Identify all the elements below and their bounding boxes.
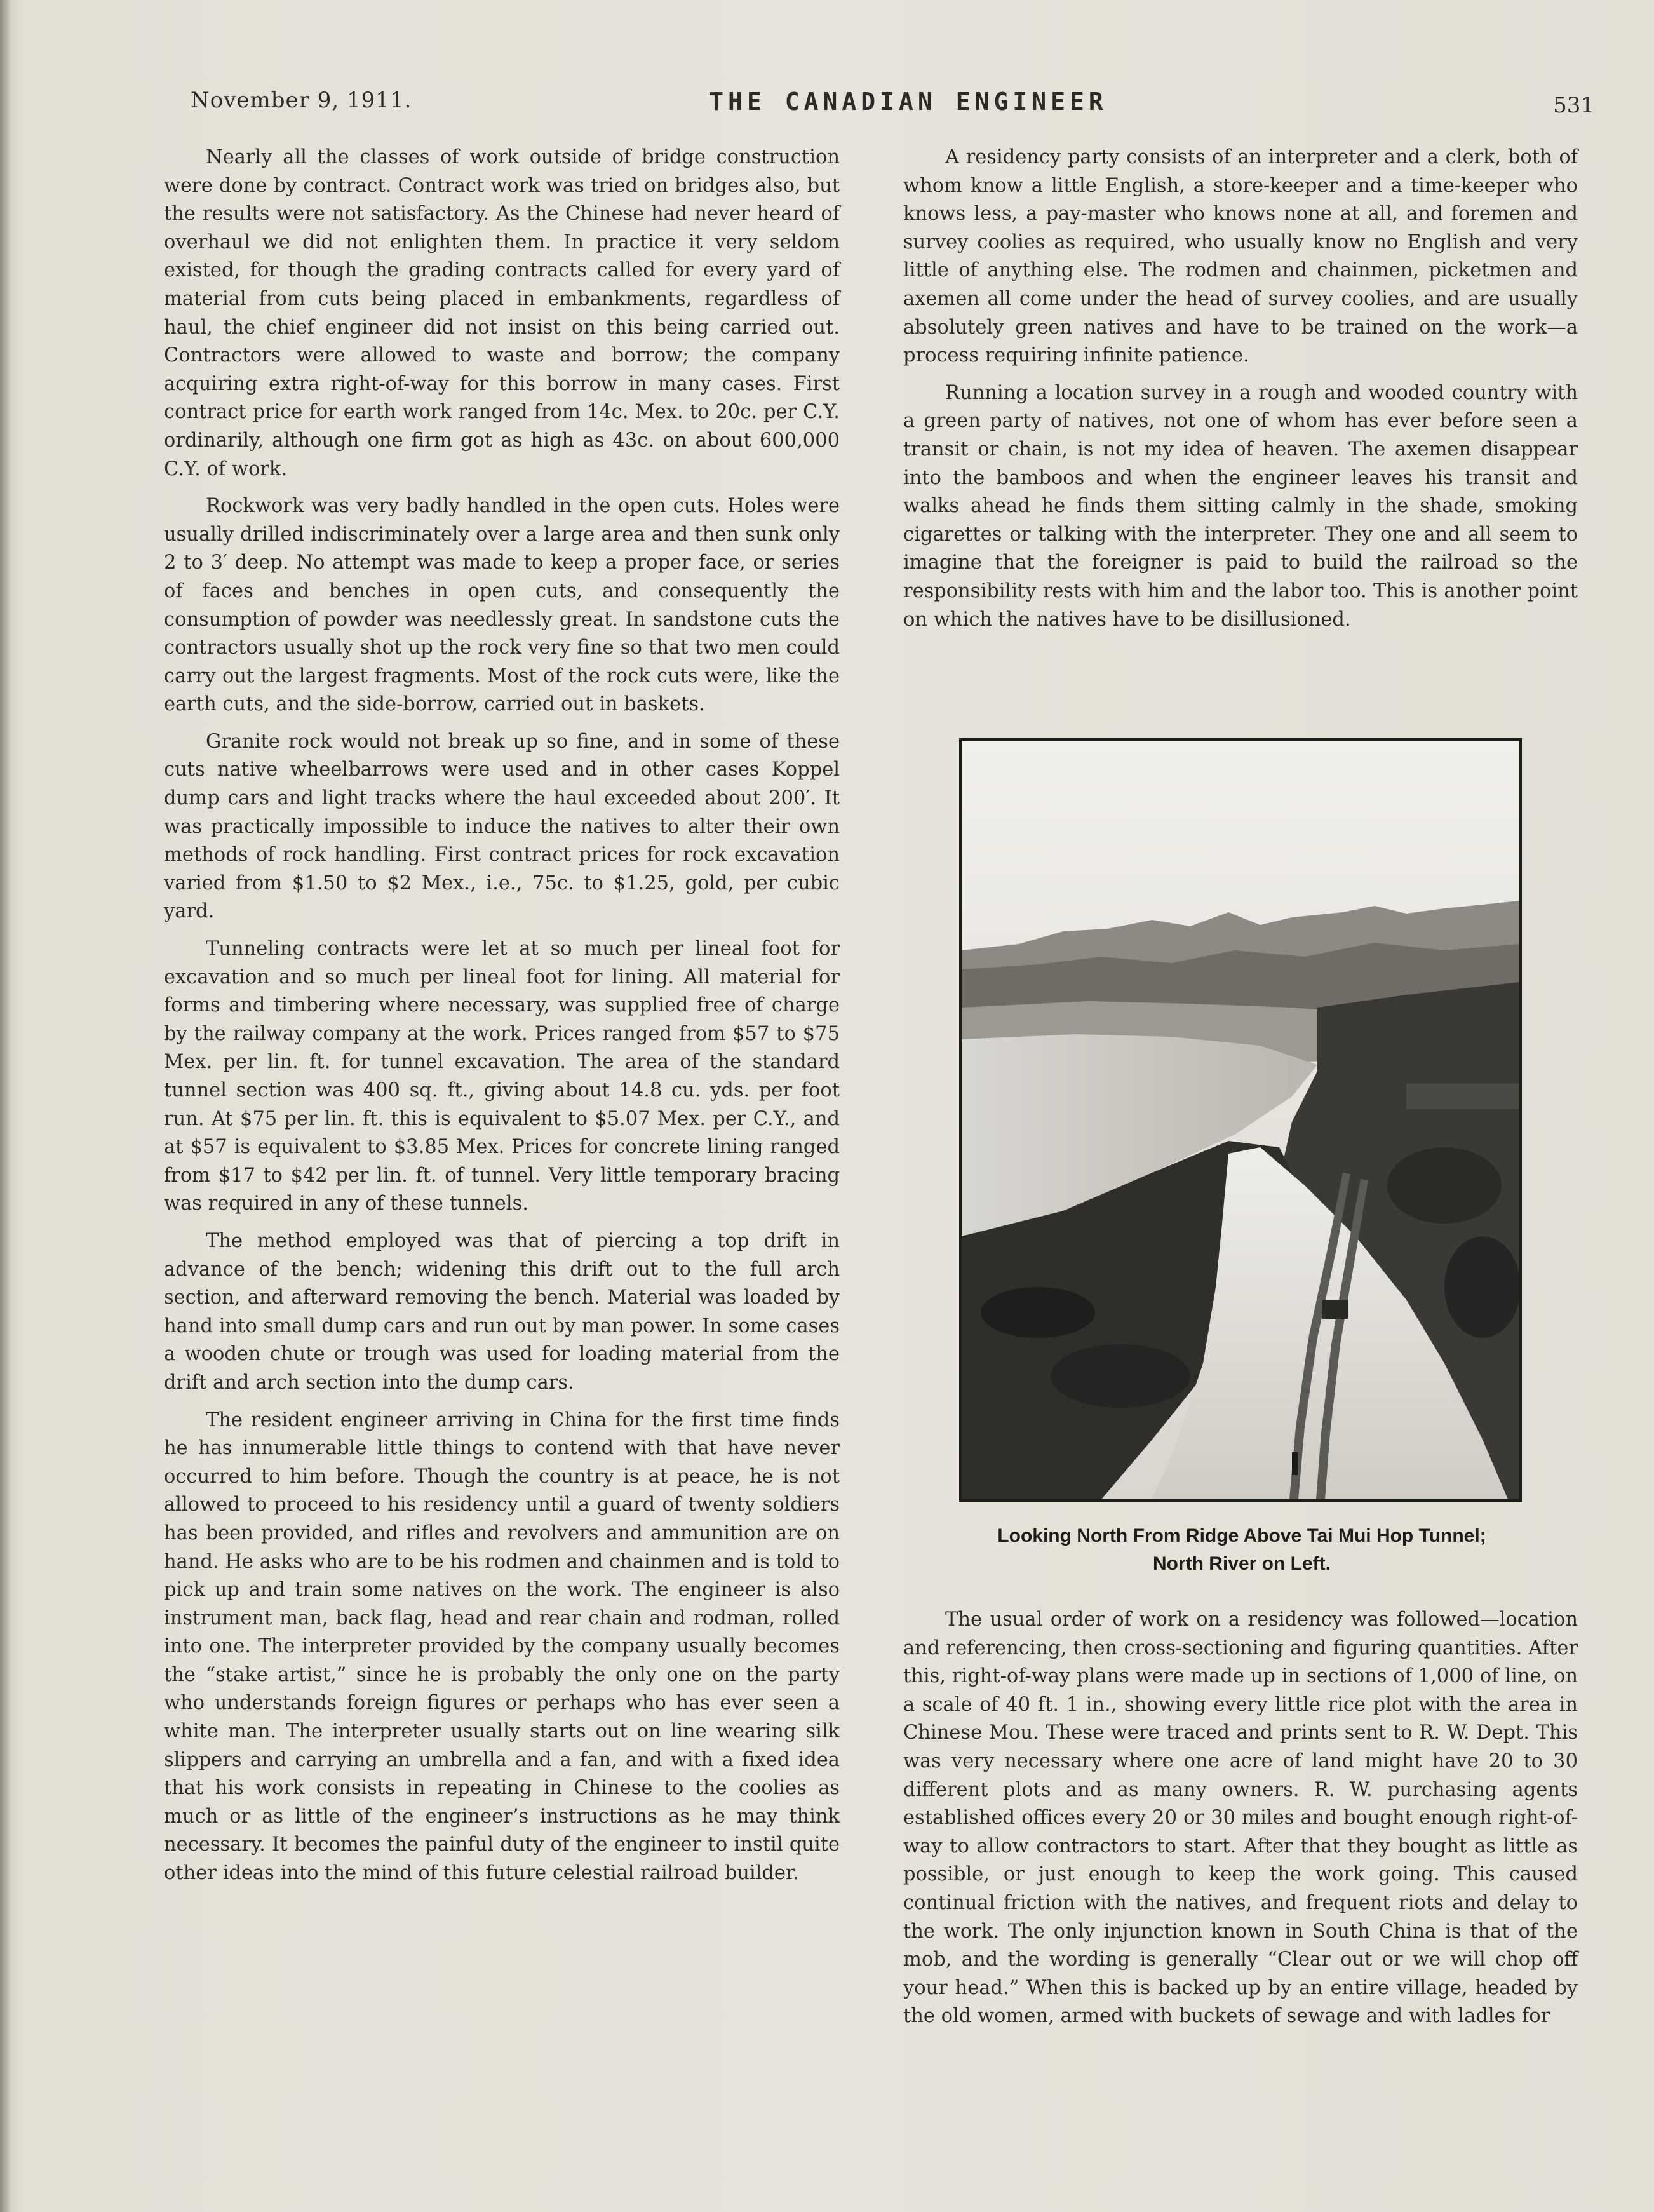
paragraph: Running a location survey in a rough and wooded country with a green party of natives, not one of whom has ever before seen a transit or chain, is not my idea of heaven. The axemen disappear into the bamboos and when the engineer leaves his transit and walks ahead he finds them sitting calmly in the shade, smoking cigarettes or talking with the interpreter. They one and all seem to imagine that the foreigner is paid to build the railroad so the responsibility rests with him and the labor too. This is another point on which the natives have to be disillusioned.	[903, 381, 1578, 631]
landscape-photograph	[962, 741, 1519, 1499]
figure-photo	[959, 738, 1522, 1502]
paragraph: Rockwork was very badly handled in the open cuts. Holes were usually drilled indiscriminately over a large area and then sunk only 2 to 3′ deep. No attempt was made to keep a proper face, or series of faces and benches in open cuts, and consequently the consumption of powder was needlessly great. In sandstone cuts the contractors usually shot up the rock very fine so that two men could carry out the largest fragments. Most of the rock cuts were, like the earth cuts, and the side-borrow, carried out in baskets.	[164, 495, 840, 716]
left-column	[164, 144, 840, 1897]
paragraph: Nearly all the classes of work outside of bridge construction were done by contract. Contract work was tried on bridges also, but the results were not satisfactory. As the Chinese had never heard of overhaul we did not enlighten them. In practice it very seldom existed, for though the grading contracts called for every yard of material from cuts being placed in embankments, regardless of haul, the chief engineer did not insist on this being carried out. Contractors were allowed to waste and borrow; the company acquiring extra right-of-way for this borrow in many cases. First contract price for earth work ranged from 14c. Mex. to 20c. per C.Y. ordinarily, although one firm got as high as 43c. on about 600,000 C.Y. of work.	[164, 146, 840, 480]
right-column-top	[903, 144, 1578, 643]
paragraph: The method employed was that of piercing a top drift in advance of the bench; widening this drift out to the full arch section, and afterward removing the bench. Material was loaded by hand into small dump cars and run out by man power. In some cases a wooden chute or trough was used for loading material from the drift and arch section into the dump cars.	[164, 1229, 840, 1394]
paragraph: Tunneling contracts were let at so much per lineal foot for excavation and so much per lineal foot for lining. All material for forms and timbering where necessary, was supplied free of charge by the railway company at the work. Prices ranged from $57 to $75 Mex. per lin. ft. for tunnel excavation. The area of the standard tunnel section was 400 sq. ft., giving about 14.8 cu. yds. per foot run. At $75 per lin. ft. this is equivalent to $5.07 Mex. per C.Y., and at $57 is equivalent to $3.85 Mex. Prices for concrete lining ranged from $17 to $42 per lin. ft. of tunnel. Very little temporary bracing was required in any of these tunnels.	[164, 938, 840, 1215]
page-number: 531	[1553, 93, 1594, 118]
caption-line: Looking North From Ridge Above Tai Mui Hop Tunnel;	[997, 1525, 1486, 1546]
paragraph: The usual order of work on a residency was followed—location and referencing, then cross-sectioning and figuring quantities. After this, right-of-way plans were made up in sections of 1,000 of line, on a scale of 40 ft. 1 in., showing every little rice plot with the area in Chinese Mou. These were traced and prints sent to R. W. Dept. This was very necessary where one acre of land might have 20 to 30 different plots and as many owners. R. W. purchasing agents established offices every 20 or 30 miles and bought enough right-of-way to allow contractors to start. After that they bought as little as possible, or just enough to keep the work going. This caused continual friction with the natives, and frequent riots and delay to the work. The only injunction known in South China is that of the mob, and the wording is generally “Clear out or we will chop off your head.” When this is backed up by an entire village, headed by the old women, armed with buckets of sewage and with ladles for	[903, 1608, 1578, 2028]
paragraph: The resident engineer arriving in China for the first time finds he has innumerable little things to contend with that have never occurred to him before. Though the country is at peace, he is not allowed to proceed to his residency until a guard of twenty soldiers has been provided, and rifles and revolvers and ammunition are on hand. He asks who are to be his rodmen and chainmen and is told to pick up and train some natives on the work. The engineer is also instrument man, back flag, head and rear chain and rodman, rolled into one. The interpreter provided by the company usually becomes the “stake artist,” since he is probably the only one on the party who understands foreign figures or perhaps who has ever seen a white man. The interpreter usually starts out on line wearing silk slippers and carrying an umbrella and a fan, and with a fixed idea that his work consists in repeating in Chinese to the coolies as much or as little of the engineer’s instructions as he may think necessary. It becomes the painful duty of the engineer to instil quite other ideas into the mind of this future celestial railroad builder.	[164, 1408, 840, 1885]
paragraph: A residency party consists of an interpreter and a clerk, both of whom know a little English, a store-keeper and a time-keeper who knows less, a pay-master who knows none at all, and foremen and survey coolies as required, who usually know no English and very little of anything else. The rodmen and chainmen, picketmen and axemen all come under the head of survey coolies, and are usually absolutely green natives and have to be trained on the work—a process requiring infinite patience.	[903, 146, 1578, 367]
page-binding-edge	[0, 0, 10, 2212]
journal-title: THE CANADIAN ENGINEER	[709, 88, 1108, 116]
page-header	[191, 88, 1594, 126]
caption-line: North River on Left.	[1152, 1553, 1331, 1574]
issue-date: November 9, 1911.	[191, 88, 412, 113]
figure-caption	[896, 1522, 1588, 1578]
paragraph: Granite rock would not break up so fine, and in some of these cuts native wheelbarrows were used and in other cases Koppel dump cars and light tracks where the haul exceeded about 200′. It was practically impossible to induce the natives to alter their own methods of rock handling. First contract prices for rock excavation varied from $1.50 to $2 Mex., i.e., 75c. to $1.25, gold, per cubic yard.	[164, 730, 840, 923]
right-column-bottom	[903, 1606, 1578, 2040]
